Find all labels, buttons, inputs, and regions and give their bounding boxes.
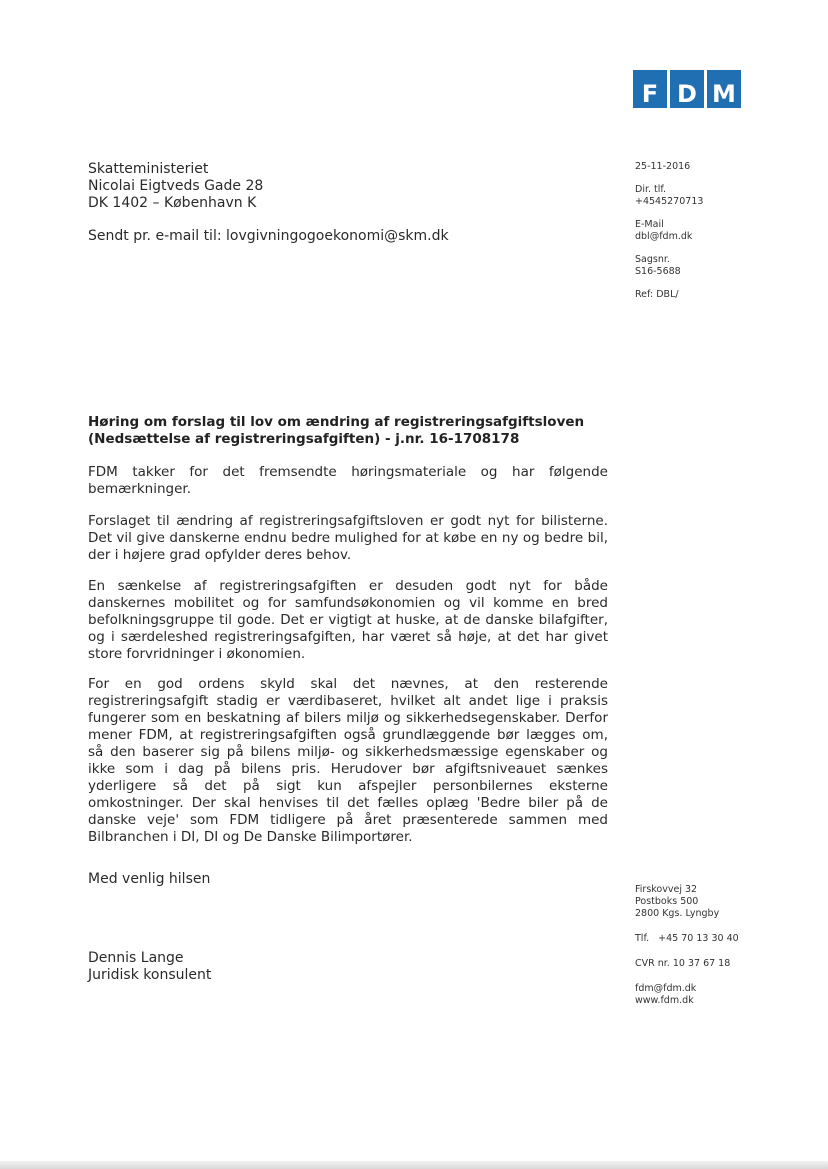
recipient-address xyxy=(88,161,263,212)
closing-salutation: Med venlig hilsen xyxy=(88,871,211,887)
recipient-city: DK 1402 – København K xyxy=(88,195,257,211)
signature-block xyxy=(88,950,211,984)
sender-street: Firskovvej 32 xyxy=(635,884,698,895)
letter-date: 25-11-2016 xyxy=(635,161,691,172)
recipient-name: Skatteministeriet xyxy=(88,161,209,177)
sender-website: www.fdm.dk xyxy=(635,995,694,1006)
sender-contact xyxy=(635,884,739,1020)
sender-cvr: CVR nr. 10 37 67 18 xyxy=(635,958,731,969)
logo-letter-f: F xyxy=(633,70,667,108)
paragraph-1: FDM takker for det fremsendte høringsmateriale og har følgende bemærkninger. xyxy=(88,464,608,497)
logo-letter-m: M xyxy=(707,70,741,108)
phone-value: +4545270713 xyxy=(635,196,704,207)
paragraph-4: For en god ordens skyld skal det nævnes, at den resterende registreringsafgift stadig er værdibaseret, hvilket alt andet lige i praksis fungerer som en beskatning af bilers miljø og sikkerhedsegenskaber. Derfor mener FDM, at registreringsafgiften også grundlæggende bør lægges om, så den baserer sig på bilens miljø- og sikkerhedsmæssige egenskaber og ikke som i dag på bilens pris. Herudover bør afgiftsniveauet sænkes yderligere så det på sigt kun afspejler personbilernes eksterne omkostninger. Der skal henvises til det fælles oplæg 'Bedre biler på de danske veje' som FDM tidligere på året præsenterede sammen med Bilbranchen i DI, DI og De Danske Bilimportører. xyxy=(88,676,608,845)
letter-meta xyxy=(635,161,703,312)
sent-by-email-line: Sendt pr. e-mail til: lovgivningogoekonomi@skm.dk xyxy=(88,228,449,244)
recipient-street: Nicolai Eigtveds Gade 28 xyxy=(88,178,264,194)
sender-phone: Tlf. +45 70 13 30 40 xyxy=(635,933,739,944)
fdm-logo xyxy=(633,70,741,108)
case-label: Sagsnr. xyxy=(635,254,670,265)
phone-label: Dir. tlf. xyxy=(635,184,667,195)
email-value: dbl@fdm.dk xyxy=(635,231,693,242)
logo-letter-d: D xyxy=(670,70,704,108)
signer-name: Dennis Lange xyxy=(88,950,184,966)
letter-subject: Høring om forslag til lov om ændring af registreringsafgiftsloven (Nedsættelse af registreringsafgiften) - j.nr. 16-1708178 xyxy=(88,414,585,447)
sender-email: fdm@fdm.dk xyxy=(635,983,697,994)
email-label: E-Mail xyxy=(635,219,664,230)
sender-pobox: Postboks 500 xyxy=(635,896,699,907)
paragraph-3: En sænkelse af registreringsafgiften er desuden godt nyt for både danskernes mobilitet og for samfundsøkonomien og vil komme en bred befolkningsgruppe til gode. Det er vigtigt at huske, at de danske bilafgifter, og i særdeleshed registreringsafgiften, har været så høje, at det har givet store forvridninger i økonomien. xyxy=(88,578,608,662)
signer-title: Juridisk konsulent xyxy=(88,967,212,983)
case-number: S16-5688 xyxy=(635,266,681,277)
paragraph-2: Forslaget til ændring af registreringsafgiftsloven er godt nyt for bilisterne. Det vil give danskerne endnu bedre mulighed for at købe en ny og bedre bil, der i højere grad opfylder deres behov. xyxy=(88,513,608,563)
reference: Ref: DBL/ xyxy=(635,289,679,300)
scan-edge xyxy=(0,1161,828,1169)
sender-city: 2800 Kgs. Lyngby xyxy=(635,908,720,919)
